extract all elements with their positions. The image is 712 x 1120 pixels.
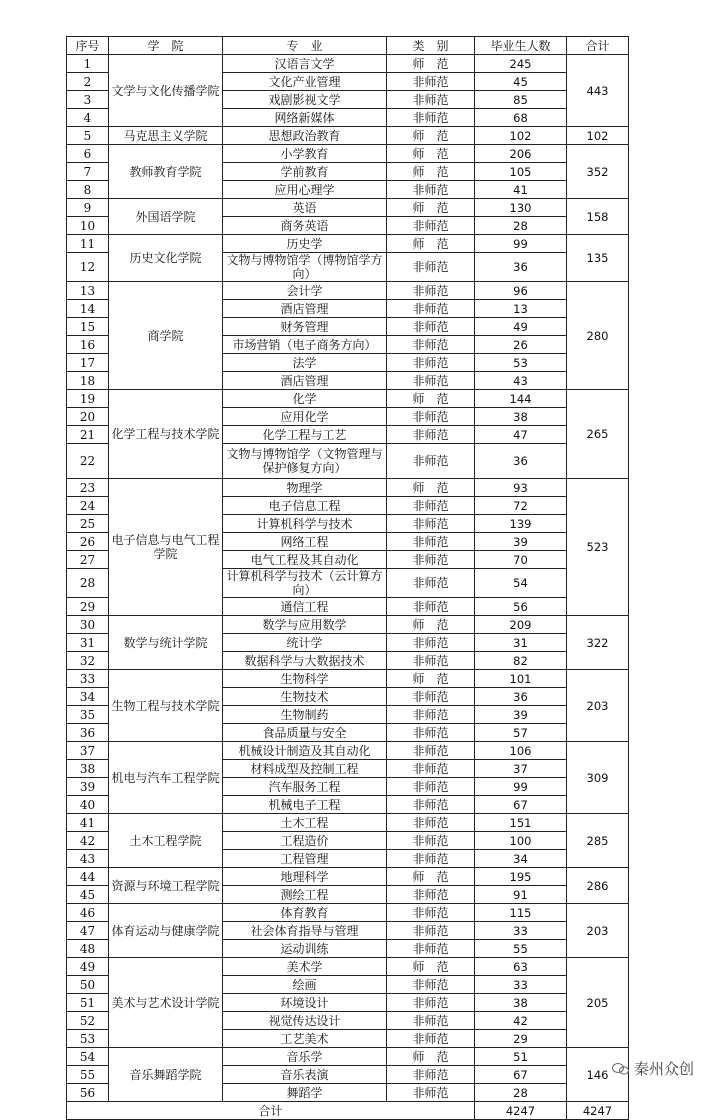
major-cell: 音乐表演	[223, 1066, 387, 1084]
major-cell: 数学与应用数学	[223, 616, 387, 634]
header-type: 类 别	[387, 37, 475, 55]
count-cell: 41	[475, 181, 567, 199]
seq-cell: 23	[67, 479, 109, 497]
major-cell: 计算机科学与技术	[223, 515, 387, 533]
major-cell: 思想政治教育	[223, 127, 387, 145]
count-cell: 26	[475, 336, 567, 354]
college-total-cell: 352	[567, 145, 629, 199]
type-cell: 师 范	[387, 670, 475, 688]
count-cell: 51	[475, 1048, 567, 1066]
type-cell: 非师范	[387, 994, 475, 1012]
count-cell: 106	[475, 742, 567, 760]
count-cell: 28	[475, 1084, 567, 1102]
major-cell: 文物与博物馆学（博物馆学方向）	[223, 253, 387, 282]
table-row	[67, 904, 629, 922]
type-cell: 非师范	[387, 217, 475, 235]
count-cell: 67	[475, 1066, 567, 1084]
major-cell: 学前教育	[223, 163, 387, 181]
count-cell: 13	[475, 300, 567, 318]
college-cell: 数学与统计学院	[109, 616, 223, 670]
type-cell: 非师范	[387, 318, 475, 336]
count-cell: 82	[475, 652, 567, 670]
total-label: 合计	[67, 1102, 475, 1120]
seq-cell: 32	[67, 652, 109, 670]
count-cell: 36	[475, 253, 567, 282]
seq-cell: 4	[67, 109, 109, 127]
seq-cell: 38	[67, 760, 109, 778]
count-cell: 91	[475, 886, 567, 904]
count-cell: 70	[475, 551, 567, 569]
count-cell: 139	[475, 515, 567, 533]
major-cell: 地理科学	[223, 868, 387, 886]
seq-cell: 50	[67, 976, 109, 994]
type-cell: 非师范	[387, 976, 475, 994]
type-cell: 师 范	[387, 235, 475, 253]
table-row	[67, 479, 629, 497]
seq-cell: 44	[67, 868, 109, 886]
major-cell: 机械电子工程	[223, 796, 387, 814]
seq-cell: 56	[67, 1084, 109, 1102]
type-cell: 非师范	[387, 1030, 475, 1048]
type-cell: 师 范	[387, 479, 475, 497]
seq-cell: 52	[67, 1012, 109, 1030]
major-cell: 视觉传达设计	[223, 1012, 387, 1030]
table-row	[67, 868, 629, 886]
seq-cell: 3	[67, 91, 109, 109]
count-cell: 39	[475, 533, 567, 551]
seq-cell: 49	[67, 958, 109, 976]
table-row	[67, 670, 629, 688]
seq-cell: 14	[67, 300, 109, 318]
major-cell: 商务英语	[223, 217, 387, 235]
seq-cell: 39	[67, 778, 109, 796]
college-total-cell: 523	[567, 479, 629, 616]
seq-cell: 10	[67, 217, 109, 235]
type-cell: 师 范	[387, 390, 475, 408]
major-cell: 电子信息工程	[223, 497, 387, 515]
type-cell: 师 范	[387, 55, 475, 73]
type-cell: 非师范	[387, 922, 475, 940]
major-cell: 环境设计	[223, 994, 387, 1012]
major-cell: 汽车服务工程	[223, 778, 387, 796]
header-row	[67, 37, 629, 55]
college-total-cell: 286	[567, 868, 629, 904]
college-cell: 音乐舞蹈学院	[109, 1048, 223, 1102]
college-cell: 生物工程与技术学院	[109, 670, 223, 742]
major-cell: 数据科学与大数据技术	[223, 652, 387, 670]
college-total-cell: 146	[567, 1048, 629, 1102]
type-cell: 非师范	[387, 533, 475, 551]
major-cell: 工程管理	[223, 850, 387, 868]
table-row	[67, 282, 629, 300]
college-total-cell: 309	[567, 742, 629, 814]
seq-cell: 36	[67, 724, 109, 742]
count-cell: 55	[475, 940, 567, 958]
table-row	[67, 742, 629, 760]
type-cell: 非师范	[387, 652, 475, 670]
header-major: 专 业	[223, 37, 387, 55]
seq-cell: 42	[67, 832, 109, 850]
seq-cell: 27	[67, 551, 109, 569]
count-cell: 53	[475, 354, 567, 372]
seq-cell: 33	[67, 670, 109, 688]
type-cell: 非师范	[387, 109, 475, 127]
count-cell: 45	[475, 73, 567, 91]
major-cell: 机械设计制造及其自动化	[223, 742, 387, 760]
count-cell: 56	[475, 598, 567, 616]
major-cell: 运动训练	[223, 940, 387, 958]
count-cell: 38	[475, 408, 567, 426]
count-cell: 209	[475, 616, 567, 634]
college-total-cell: 322	[567, 616, 629, 670]
count-cell: 31	[475, 634, 567, 652]
seq-cell: 28	[67, 569, 109, 598]
count-cell: 151	[475, 814, 567, 832]
seq-cell: 8	[67, 181, 109, 199]
type-cell: 非师范	[387, 724, 475, 742]
count-cell: 101	[475, 670, 567, 688]
type-cell: 非师范	[387, 940, 475, 958]
table-row	[67, 616, 629, 634]
college-cell: 马克思主义学院	[109, 127, 223, 145]
type-cell: 非师范	[387, 408, 475, 426]
watermark-text: 秦州众创	[633, 1060, 694, 1078]
seq-cell: 35	[67, 706, 109, 724]
major-cell: 网络新媒体	[223, 109, 387, 127]
type-cell: 非师范	[387, 778, 475, 796]
seq-cell: 25	[67, 515, 109, 533]
college-total-cell: 203	[567, 904, 629, 958]
type-cell: 非师范	[387, 91, 475, 109]
seq-cell: 7	[67, 163, 109, 181]
college-cell: 教师教育学院	[109, 145, 223, 199]
seq-cell: 41	[67, 814, 109, 832]
college-cell: 土木工程学院	[109, 814, 223, 868]
college-total-cell: 443	[567, 55, 629, 127]
count-cell: 37	[475, 760, 567, 778]
major-cell: 通信工程	[223, 598, 387, 616]
major-cell: 文化产业管理	[223, 73, 387, 91]
major-cell: 生物技术	[223, 688, 387, 706]
major-cell: 文物与博物馆学（文物管理与保护修复方向）	[223, 444, 387, 479]
total-grads: 4247	[475, 1102, 567, 1120]
major-cell: 土木工程	[223, 814, 387, 832]
seq-cell: 13	[67, 282, 109, 300]
count-cell: 28	[475, 217, 567, 235]
header-college: 学 院	[109, 37, 223, 55]
seq-cell: 24	[67, 497, 109, 515]
count-cell: 47	[475, 426, 567, 444]
seq-cell: 31	[67, 634, 109, 652]
count-cell: 57	[475, 724, 567, 742]
type-cell: 非师范	[387, 181, 475, 199]
seq-cell: 26	[67, 533, 109, 551]
type-cell: 师 范	[387, 145, 475, 163]
watermark	[612, 1058, 694, 1079]
college-cell: 美术与艺术设计学院	[109, 958, 223, 1048]
type-cell: 非师范	[387, 832, 475, 850]
seq-cell: 34	[67, 688, 109, 706]
college-total-cell: 158	[567, 199, 629, 235]
seq-cell: 15	[67, 318, 109, 336]
seq-cell: 55	[67, 1066, 109, 1084]
type-cell: 师 范	[387, 1048, 475, 1066]
count-cell: 99	[475, 235, 567, 253]
type-cell: 非师范	[387, 706, 475, 724]
type-cell: 非师范	[387, 551, 475, 569]
major-cell: 音乐学	[223, 1048, 387, 1066]
header-subtotal: 合计	[567, 37, 629, 55]
type-cell: 非师范	[387, 354, 475, 372]
type-cell: 非师范	[387, 336, 475, 354]
seq-cell: 22	[67, 444, 109, 479]
college-cell: 化学工程与技术学院	[109, 390, 223, 479]
seq-cell: 5	[67, 127, 109, 145]
seq-cell: 9	[67, 199, 109, 217]
type-cell: 非师范	[387, 814, 475, 832]
major-cell: 食品质量与安全	[223, 724, 387, 742]
college-cell: 文学与文化传播学院	[109, 55, 223, 127]
major-cell: 财务管理	[223, 318, 387, 336]
count-cell: 130	[475, 199, 567, 217]
header-grads: 毕业生人数	[475, 37, 567, 55]
major-cell: 酒店管理	[223, 372, 387, 390]
count-cell: 29	[475, 1030, 567, 1048]
college-cell: 体育运动与健康学院	[109, 904, 223, 958]
count-cell: 102	[475, 127, 567, 145]
college-cell: 商学院	[109, 282, 223, 390]
table-row	[67, 55, 629, 73]
major-cell: 计算机科学与技术（云计算方向）	[223, 569, 387, 598]
major-cell: 历史学	[223, 235, 387, 253]
type-cell: 非师范	[387, 796, 475, 814]
type-cell: 非师范	[387, 634, 475, 652]
major-cell: 网络工程	[223, 533, 387, 551]
major-cell: 会计学	[223, 282, 387, 300]
seq-cell: 12	[67, 253, 109, 282]
table-row	[67, 958, 629, 976]
count-cell: 245	[475, 55, 567, 73]
major-cell: 美术学	[223, 958, 387, 976]
table-row	[67, 127, 629, 145]
type-cell: 非师范	[387, 497, 475, 515]
seq-cell: 47	[67, 922, 109, 940]
type-cell: 非师范	[387, 372, 475, 390]
type-cell: 非师范	[387, 426, 475, 444]
table-body	[67, 55, 629, 1102]
major-cell: 应用化学	[223, 408, 387, 426]
college-cell: 历史文化学院	[109, 235, 223, 282]
seq-cell: 48	[67, 940, 109, 958]
college-total-cell: 280	[567, 282, 629, 390]
college-total-cell: 285	[567, 814, 629, 868]
seq-cell: 6	[67, 145, 109, 163]
major-cell: 市场营销（电子商务方向）	[223, 336, 387, 354]
table-row	[67, 199, 629, 217]
table-row	[67, 145, 629, 163]
major-cell: 英语	[223, 199, 387, 217]
college-cell: 电子信息与电气工程学院	[109, 479, 223, 616]
wechat-logo-icon	[612, 1063, 630, 1075]
type-cell: 非师范	[387, 904, 475, 922]
type-cell: 非师范	[387, 688, 475, 706]
major-cell: 社会体育指导与管理	[223, 922, 387, 940]
major-cell: 物理学	[223, 479, 387, 497]
type-cell: 非师范	[387, 569, 475, 598]
seq-cell: 43	[67, 850, 109, 868]
major-cell: 工程造价	[223, 832, 387, 850]
seq-cell: 54	[67, 1048, 109, 1066]
major-cell: 统计学	[223, 634, 387, 652]
seq-cell: 17	[67, 354, 109, 372]
college-cell: 外国语学院	[109, 199, 223, 235]
table-row	[67, 1048, 629, 1066]
seq-cell: 53	[67, 1030, 109, 1048]
count-cell: 49	[475, 318, 567, 336]
type-cell: 师 范	[387, 616, 475, 634]
count-cell: 115	[475, 904, 567, 922]
major-cell: 汉语言文学	[223, 55, 387, 73]
count-cell: 195	[475, 868, 567, 886]
major-cell: 舞蹈学	[223, 1084, 387, 1102]
major-cell: 化学工程与工艺	[223, 426, 387, 444]
major-cell: 工艺美术	[223, 1030, 387, 1048]
count-cell: 67	[475, 796, 567, 814]
type-cell: 非师范	[387, 1084, 475, 1102]
type-cell: 师 范	[387, 163, 475, 181]
type-cell: 非师范	[387, 850, 475, 868]
count-cell: 33	[475, 976, 567, 994]
header-seq: 序号	[67, 37, 109, 55]
college-total-cell: 102	[567, 127, 629, 145]
major-cell: 小学教育	[223, 145, 387, 163]
major-cell: 电气工程及其自动化	[223, 551, 387, 569]
table-row	[67, 235, 629, 253]
count-cell: 54	[475, 569, 567, 598]
seq-cell: 19	[67, 390, 109, 408]
type-cell: 非师范	[387, 515, 475, 533]
type-cell: 非师范	[387, 886, 475, 904]
major-cell: 戏剧影视文学	[223, 91, 387, 109]
seq-cell: 20	[67, 408, 109, 426]
type-cell: 非师范	[387, 253, 475, 282]
major-cell: 绘画	[223, 976, 387, 994]
type-cell: 非师范	[387, 760, 475, 778]
type-cell: 非师范	[387, 444, 475, 479]
table-row	[67, 814, 629, 832]
seq-cell: 46	[67, 904, 109, 922]
count-cell: 34	[475, 850, 567, 868]
type-cell: 师 范	[387, 958, 475, 976]
type-cell: 非师范	[387, 1012, 475, 1030]
table-row	[67, 390, 629, 408]
count-cell: 100	[475, 832, 567, 850]
count-cell: 144	[475, 390, 567, 408]
seq-cell: 21	[67, 426, 109, 444]
count-cell: 85	[475, 91, 567, 109]
major-cell: 测绘工程	[223, 886, 387, 904]
count-cell: 36	[475, 444, 567, 479]
major-cell: 生物科学	[223, 670, 387, 688]
seq-cell: 30	[67, 616, 109, 634]
college-total-cell: 205	[567, 958, 629, 1048]
major-cell: 酒店管理	[223, 300, 387, 318]
college-total-cell: 265	[567, 390, 629, 479]
major-cell: 法学	[223, 354, 387, 372]
type-cell: 师 范	[387, 868, 475, 886]
count-cell: 72	[475, 497, 567, 515]
type-cell: 师 范	[387, 127, 475, 145]
type-cell: 非师范	[387, 73, 475, 91]
college-total-cell: 135	[567, 235, 629, 282]
type-cell: 师 范	[387, 199, 475, 217]
count-cell: 33	[475, 922, 567, 940]
count-cell: 93	[475, 479, 567, 497]
seq-cell: 40	[67, 796, 109, 814]
count-cell: 39	[475, 706, 567, 724]
count-cell: 99	[475, 778, 567, 796]
count-cell: 42	[475, 1012, 567, 1030]
total-subtotal: 4247	[567, 1102, 629, 1120]
count-cell: 68	[475, 109, 567, 127]
graduates-table	[66, 36, 629, 1120]
seq-cell: 18	[67, 372, 109, 390]
major-cell: 体育教育	[223, 904, 387, 922]
seq-cell: 16	[67, 336, 109, 354]
seq-cell: 51	[67, 994, 109, 1012]
count-cell: 63	[475, 958, 567, 976]
total-row	[67, 1102, 629, 1120]
college-total-cell: 203	[567, 670, 629, 742]
type-cell: 非师范	[387, 598, 475, 616]
seq-cell: 2	[67, 73, 109, 91]
type-cell: 非师范	[387, 1066, 475, 1084]
college-cell: 机电与汽车工程学院	[109, 742, 223, 814]
count-cell: 38	[475, 994, 567, 1012]
major-cell: 化学	[223, 390, 387, 408]
seq-cell: 11	[67, 235, 109, 253]
major-cell: 应用心理学	[223, 181, 387, 199]
type-cell: 非师范	[387, 742, 475, 760]
count-cell: 206	[475, 145, 567, 163]
type-cell: 非师范	[387, 300, 475, 318]
seq-cell: 45	[67, 886, 109, 904]
major-cell: 生物制药	[223, 706, 387, 724]
count-cell: 36	[475, 688, 567, 706]
seq-cell: 37	[67, 742, 109, 760]
college-cell: 资源与环境工程学院	[109, 868, 223, 904]
seq-cell: 1	[67, 55, 109, 73]
type-cell: 非师范	[387, 282, 475, 300]
count-cell: 43	[475, 372, 567, 390]
count-cell: 105	[475, 163, 567, 181]
seq-cell: 29	[67, 598, 109, 616]
major-cell: 材料成型及控制工程	[223, 760, 387, 778]
count-cell: 96	[475, 282, 567, 300]
